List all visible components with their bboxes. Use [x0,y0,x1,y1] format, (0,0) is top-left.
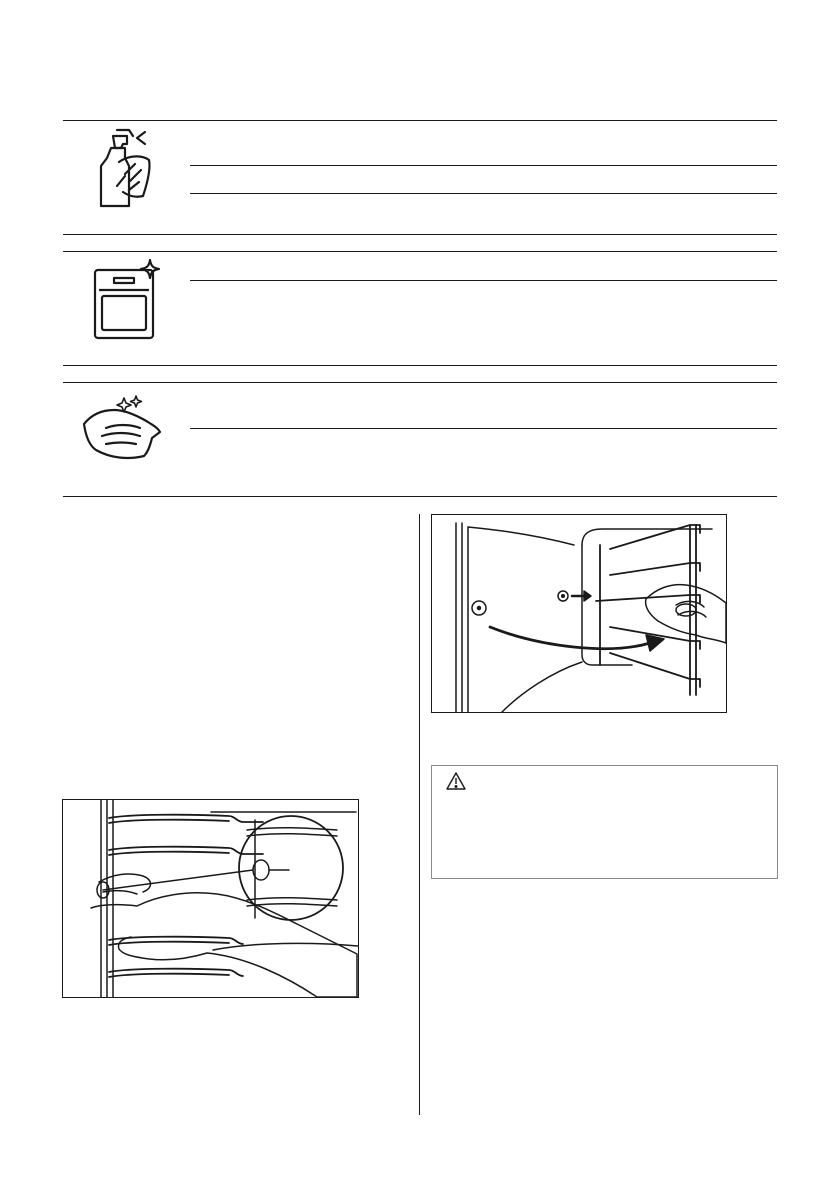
sparkling-oven-icon [92,258,162,342]
section-1-top-rule [63,120,777,121]
section-3-rule-a [190,428,777,429]
spray-and-cloth-icon [95,126,157,210]
warning-triangle-icon [446,772,466,790]
section-1-rule-b [190,193,777,194]
section-3-top-rule [63,382,777,383]
shelf-support-removal-illustration [62,799,359,998]
section-1-bottom-rule [63,234,777,235]
section-1-rule-a [190,165,777,166]
shelf-support-rotation-illustration [431,514,727,713]
warning-box [431,765,778,879]
column-divider [419,514,420,1115]
section-2-rule-a [190,280,777,281]
cloth-wipe-sparkle-icon [80,394,164,460]
section-3-bottom-rule [63,496,777,497]
section-2-bottom-rule [63,365,777,366]
section-2-top-rule [63,251,777,252]
